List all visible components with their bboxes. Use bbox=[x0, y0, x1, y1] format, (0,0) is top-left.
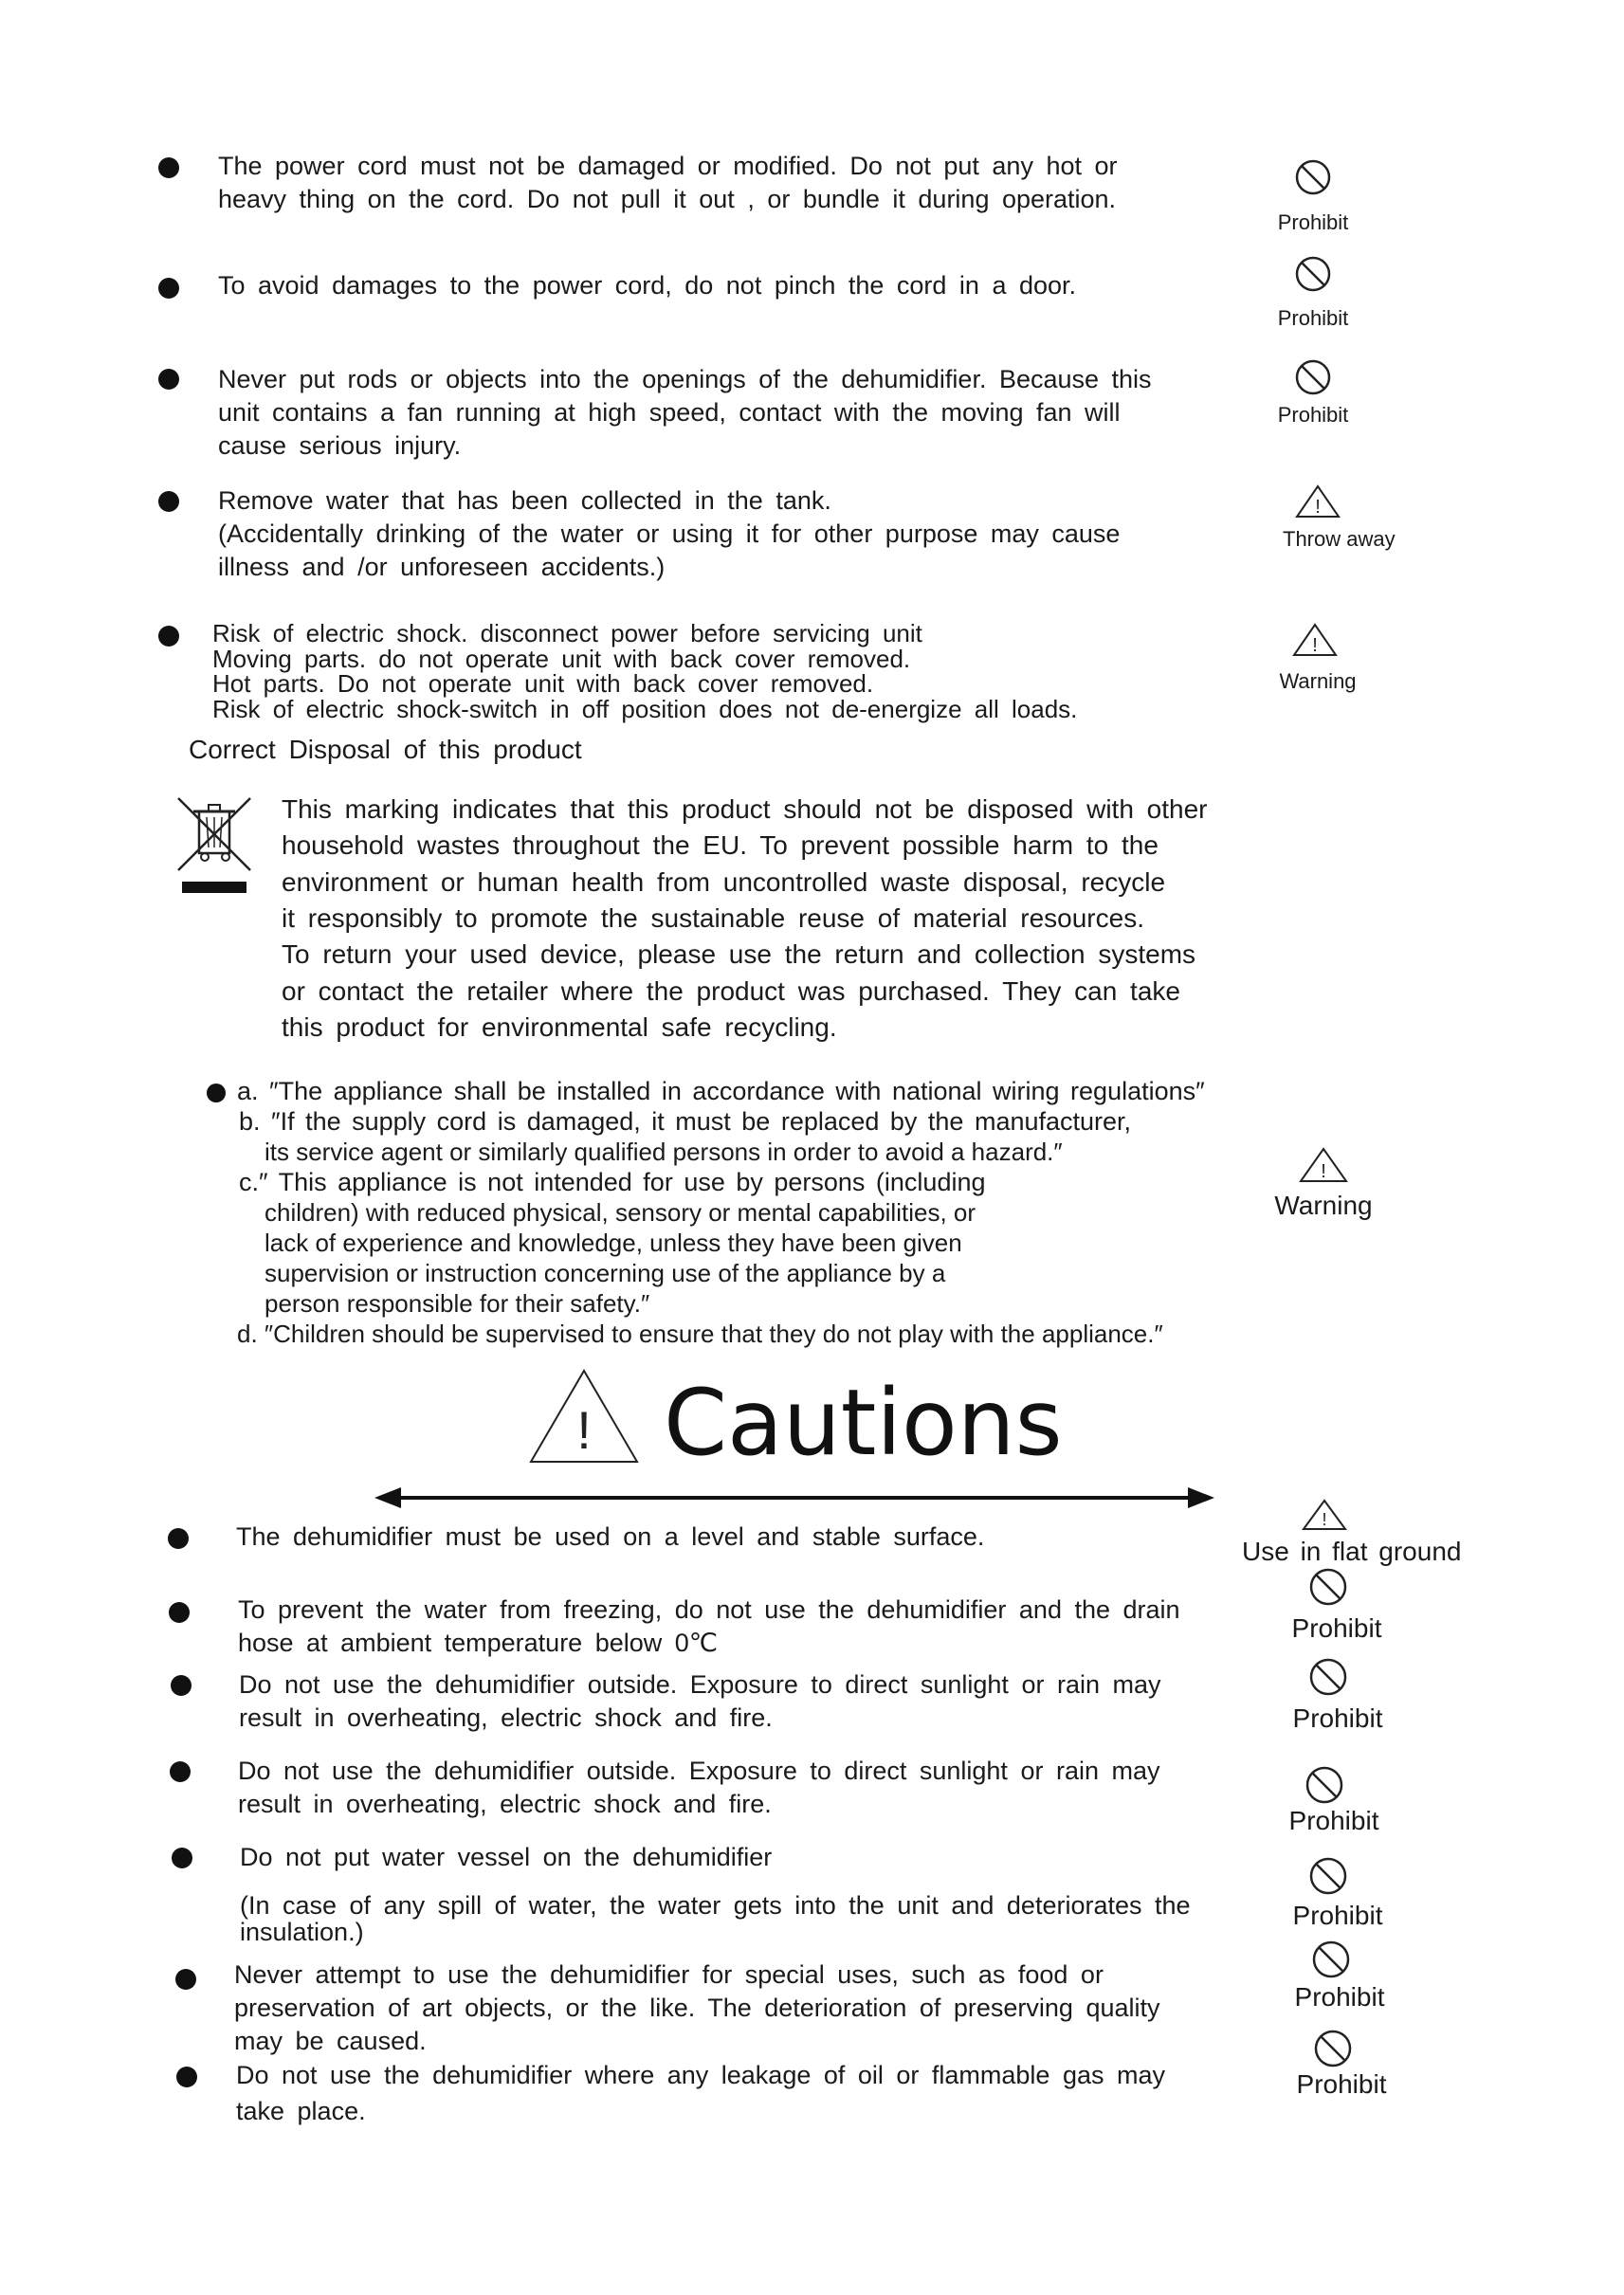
regulation-line: person responsible for their safety.″ bbox=[265, 1289, 650, 1318]
caution-text-line: take place. bbox=[236, 2097, 366, 2125]
caution-text-line: Do not put water vessel on the dehumidifier bbox=[240, 1843, 773, 1871]
prohibit-label: Prohibit bbox=[1296, 2069, 1387, 2099]
caution-text-line: Do not use the dehumidifier where any leakage of oil or flammable gas may bbox=[236, 2061, 1165, 2089]
warning-label: Warning bbox=[1274, 1191, 1373, 1220]
svg-text:!: ! bbox=[1322, 1510, 1327, 1529]
regulation-line: lack of experience and knowledge, unless they have been given bbox=[265, 1229, 962, 1257]
bullet bbox=[158, 491, 179, 512]
caution-text-line: may be caused. bbox=[234, 2027, 427, 2055]
regulation-line: b. ″If the supply cord is damaged, it must be replaced by the manufacturer, bbox=[239, 1107, 1132, 1136]
bullet bbox=[169, 1602, 190, 1623]
caution-text-line: hose at ambient temperature below 0℃ bbox=[238, 1629, 719, 1657]
disposal-text-line: environment or human health from uncontrolled waste disposal, recycle bbox=[282, 867, 1166, 897]
bullet bbox=[176, 2067, 197, 2087]
warning-triangle-icon bbox=[1298, 1146, 1349, 1184]
item-text-line: The power cord must not be damaged or modified. Do not put any hot or bbox=[218, 152, 1118, 180]
item-text-line: (Accidentally drinking of the water or using it for other purpose may cause bbox=[218, 519, 1121, 548]
item-text-line: cause serious injury. bbox=[218, 431, 462, 460]
svg-text:!: ! bbox=[1315, 497, 1321, 518]
svg-text:!: ! bbox=[1312, 635, 1318, 656]
prohibit-label: Prohibit bbox=[1277, 306, 1349, 330]
weee-crossed-bin-icon bbox=[171, 794, 258, 895]
item-text-line: Risk of electric shock-switch in off position does not de-energize all loads. bbox=[212, 695, 1078, 723]
warning-triangle-icon bbox=[527, 1367, 641, 1466]
disposal-text-line: this product for environmental safe recycling. bbox=[282, 1012, 837, 1042]
item-text-line: illness and /or unforeseen accidents.) bbox=[218, 553, 666, 581]
regulation-line: its service agent or similarly qualified persons in order to avoid a hazard.″ bbox=[265, 1138, 1063, 1166]
item-text-line: unit contains a fan running at high speed, contact with the moving fan will bbox=[218, 398, 1121, 427]
prohibit-icon bbox=[1308, 1856, 1348, 1896]
caution-text-line: (In case of any spill of water, the water gets into the unit and deteriorates the bbox=[240, 1891, 1191, 1920]
bullet bbox=[158, 278, 179, 299]
item-text-line: Remove water that has been collected in the tank. bbox=[218, 486, 831, 515]
regulation-line: d. ″Children should be supervised to ensure that they do not play with the appliance.″ bbox=[237, 1320, 1163, 1348]
prohibit-icon bbox=[1308, 1657, 1348, 1697]
disposal-title: Correct Disposal of this product bbox=[189, 735, 582, 764]
bullet bbox=[158, 369, 179, 390]
prohibit-label: Prohibit bbox=[1288, 1806, 1379, 1835]
cautions-title: Cautions bbox=[664, 1370, 1063, 1476]
regulation-line: supervision or instruction concerning use of the appliance by a bbox=[265, 1259, 946, 1287]
item-text-line: Never put rods or objects into the openings of the dehumidifier. Because this bbox=[218, 365, 1152, 393]
prohibit-label: Prohibit bbox=[1292, 1901, 1383, 1930]
caution-text-line: insulation.) bbox=[240, 1918, 364, 1946]
item-text-line: To avoid damages to the power cord, do not pinch the cord in a door. bbox=[218, 271, 1077, 300]
item-text-line: Risk of electric shock. disconnect power before servicing unit bbox=[212, 619, 922, 647]
prohibit-label: Prohibit bbox=[1294, 1982, 1385, 2012]
item-text-line: Hot parts. Do not operate unit with back cover removed. bbox=[212, 669, 874, 698]
warning-label: Warning bbox=[1279, 669, 1357, 693]
prohibit-icon bbox=[1294, 255, 1332, 293]
prohibit-icon bbox=[1308, 1567, 1348, 1607]
disposal-text-line: household wastes throughout the EU. To prevent possible harm to the bbox=[282, 830, 1159, 860]
caution-text-line: Never attempt to use the dehumidifier for special uses, such as food or bbox=[234, 1960, 1104, 1989]
bullet bbox=[158, 157, 179, 178]
bullet bbox=[207, 1084, 226, 1102]
prohibit-label: Prohibit bbox=[1291, 1613, 1382, 1643]
prohibit-label: Prohibit bbox=[1277, 403, 1349, 427]
bullet bbox=[172, 1848, 192, 1868]
caution-text-line: result in overheating, electric shock and fire. bbox=[238, 1790, 772, 1818]
use-in-flat-ground-label: Use in flat ground bbox=[1242, 1537, 1462, 1566]
caution-text-line: result in overheating, electric shock and fire. bbox=[239, 1703, 773, 1732]
throw-away-label: Throw away bbox=[1283, 527, 1396, 551]
caution-text-line: preservation of art objects, or the like. The deterioration of preserving quality bbox=[234, 1994, 1160, 2022]
prohibit-label: Prohibit bbox=[1292, 1703, 1383, 1733]
warning-triangle-icon bbox=[1294, 483, 1341, 519]
bullet bbox=[170, 1761, 191, 1782]
regulation-line: children) with reduced physical, sensory or mental capabilities, or bbox=[265, 1198, 976, 1227]
regulation-line: c.″ This appliance is not intended for use by persons (including bbox=[239, 1168, 986, 1196]
warning-triangle-icon bbox=[1291, 622, 1339, 658]
svg-text:!: ! bbox=[1321, 1161, 1326, 1182]
disposal-text-line: This marking indicates that this product should not be disposed with other bbox=[282, 794, 1208, 824]
item-text-line: heavy thing on the cord. Do not pull it out , or bundle it during operation. bbox=[218, 185, 1117, 213]
bullet bbox=[175, 1969, 196, 1990]
prohibit-icon bbox=[1311, 1940, 1351, 1979]
disposal-text-line: To return your used device, please use the return and collection systems bbox=[282, 939, 1196, 969]
bullet bbox=[168, 1528, 189, 1549]
caution-text-line: Do not use the dehumidifier outside. Exposure to direct sunlight or rain may bbox=[239, 1670, 1161, 1699]
bullet bbox=[158, 626, 179, 647]
regulation-line: a. ″The appliance shall be installed in accordance with national wiring regulations″ bbox=[237, 1077, 1205, 1105]
bullet bbox=[171, 1675, 192, 1696]
caution-text-line: Do not use the dehumidifier outside. Exposure to direct sunlight or rain may bbox=[238, 1757, 1160, 1785]
caution-text-line: To prevent the water from freezing, do not use the dehumidifier and the drain bbox=[238, 1595, 1180, 1624]
double-arrow-icon bbox=[373, 1484, 1216, 1512]
prohibit-icon bbox=[1313, 2029, 1353, 2068]
disposal-text-line: it responsibly to promote the sustainable reuse of material resources. bbox=[282, 903, 1144, 933]
caution-text-line: The dehumidifier must be used on a level and stable surface. bbox=[236, 1522, 985, 1551]
item-text-line: Moving parts. do not operate unit with back cover removed. bbox=[212, 645, 911, 673]
svg-text:!: ! bbox=[576, 1400, 592, 1460]
disposal-text-line: or contact the retailer where the product was purchased. They can take bbox=[282, 976, 1180, 1006]
warning-triangle-icon bbox=[1301, 1498, 1348, 1532]
prohibit-icon bbox=[1305, 1765, 1344, 1805]
prohibit-icon bbox=[1294, 158, 1332, 196]
prohibit-label: Prohibit bbox=[1277, 210, 1349, 234]
prohibit-icon bbox=[1294, 358, 1332, 396]
